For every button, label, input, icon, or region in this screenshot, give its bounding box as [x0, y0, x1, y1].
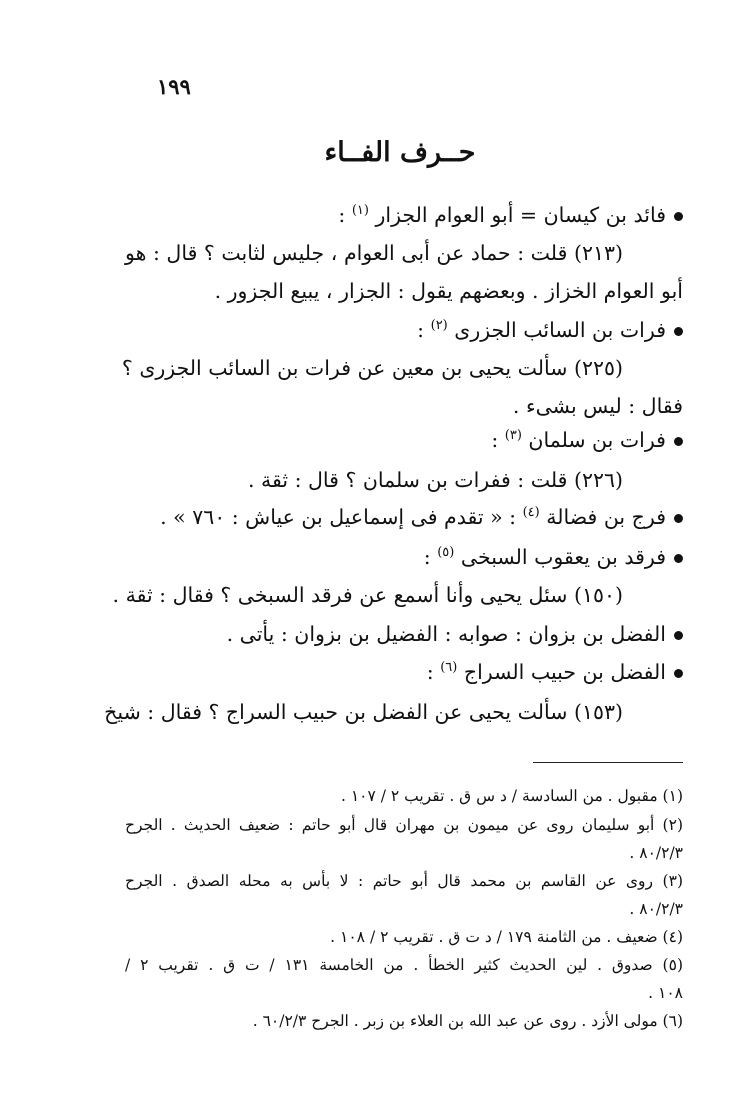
entry-heading	[491, 428, 683, 452]
paragraph-line: (٢٢٥) سألت يحيى بن معين عن فرات بن السائب الجزرى ؟	[121, 356, 623, 380]
paragraph-line: (١٥٠) سئل يحيى وأنا أسمع عن فرقد السبخى ؟ فقال : ثقة .	[112, 583, 623, 607]
footnote-ref: (٣)	[504, 428, 522, 444]
entry-heading	[424, 545, 683, 569]
bullet-icon	[674, 669, 683, 678]
footnote-ref: (١)	[351, 203, 369, 219]
paragraph-line: (١٥٣) سألت يحيى عن الفضل بن حبيب السراج ؟ فقال : شيخ	[104, 700, 623, 724]
entry-heading	[417, 318, 683, 342]
bullet-icon	[674, 631, 683, 640]
bullet-icon	[674, 554, 683, 563]
footnote-line: (٤) ضعيف . من الثامنة ١٧٩ / د ت ق . تقريب ٢ / ١٠٨ .	[330, 928, 683, 946]
entry-heading-tail: :	[423, 545, 438, 569]
entry-heading	[427, 660, 683, 684]
bullet-icon	[674, 437, 683, 446]
entry-heading-text: الفضل بن بزوان : صوابه : الفضيل بن بزوان : يأتى .	[226, 622, 666, 646]
entry-heading-text: فائد بن كيسان = أبو العوام الجزار	[375, 203, 666, 227]
entry-heading-text: فرج بن فضالة	[546, 505, 666, 529]
entry-heading-text: الفضل بن حبيب السراج	[463, 660, 666, 684]
bullet-icon	[674, 514, 683, 523]
footnote-line: (٢) أبو سليمان روى عن ميمون بن مهران قال أبو حاتم : ضعيف الحديث . الجرح	[125, 816, 683, 834]
footnote-line: (٦) مولى الأزد . روى عن عبد الله بن العلاء بن زبر . الجرح ٦٠/٢/٣ .	[252, 1012, 683, 1030]
entry-heading	[227, 622, 683, 646]
footnote-ref: (٤)	[522, 505, 540, 521]
footnote-line: (٥) صدوق . لين الحديث كثير الخطأ . من الخامسة ١٣١ / ت ق . تقريب ٢ /	[125, 956, 683, 974]
entry-heading-tail: :	[338, 203, 352, 227]
footnote-ref: (٦)	[440, 660, 458, 676]
page-number: ١٩٩	[157, 74, 191, 99]
entry-heading-tail: :	[426, 660, 441, 684]
paragraph-line: أبو العوام الخزاز . وبعضهم يقول : الجزار ، يبيع الجزور .	[214, 279, 683, 303]
bullet-icon	[674, 212, 683, 221]
entry-heading-tail: :	[491, 428, 505, 452]
paragraph-line: (٢٢٦) قلت : ففرات بن سلمان ؟ قال : ثقة .	[247, 468, 623, 492]
footnote-line: ١٠٨ .	[648, 984, 683, 1002]
entry-heading-text: فرقد بن يعقوب السبخى	[460, 545, 666, 569]
entry-heading-tail: :	[417, 318, 431, 342]
footnote-line: (١) مقبول . من السادسة / د س ق . تقريب ٢ / ١٠٧ .	[340, 787, 683, 805]
entry-heading-tail: : « تقدم فى إسماعيل بن عياش : ٧٦٠ » .	[160, 505, 523, 529]
paragraph-line: فقال : ليس بشىء .	[512, 394, 683, 418]
footnote-line: ٨٠/٢/٣ .	[629, 844, 683, 862]
footnote-ref: (٢)	[430, 318, 448, 334]
bullet-icon	[674, 327, 683, 336]
entry-heading	[160, 505, 683, 529]
entry-heading-text: فرات بن سلمان	[528, 428, 666, 452]
paragraph-line: (٢١٣) قلت : حماد عن أبى العوام ، جليس لثابت ؟ قال : هو	[125, 241, 623, 265]
footnote-line: (٣) روى عن القاسم بن محمد قال أبو حاتم : لا بأس به محله الصدق . الجرح	[125, 872, 683, 890]
footnote-line: ٨٠/٢/٣ .	[629, 900, 683, 918]
footnote-divider	[533, 762, 683, 763]
footnote-ref: (٥)	[437, 545, 455, 561]
entry-heading	[338, 203, 683, 227]
section-title: حــرف الفــاء	[324, 137, 476, 168]
entry-heading-text: فرات بن السائب الجزرى	[454, 318, 666, 342]
